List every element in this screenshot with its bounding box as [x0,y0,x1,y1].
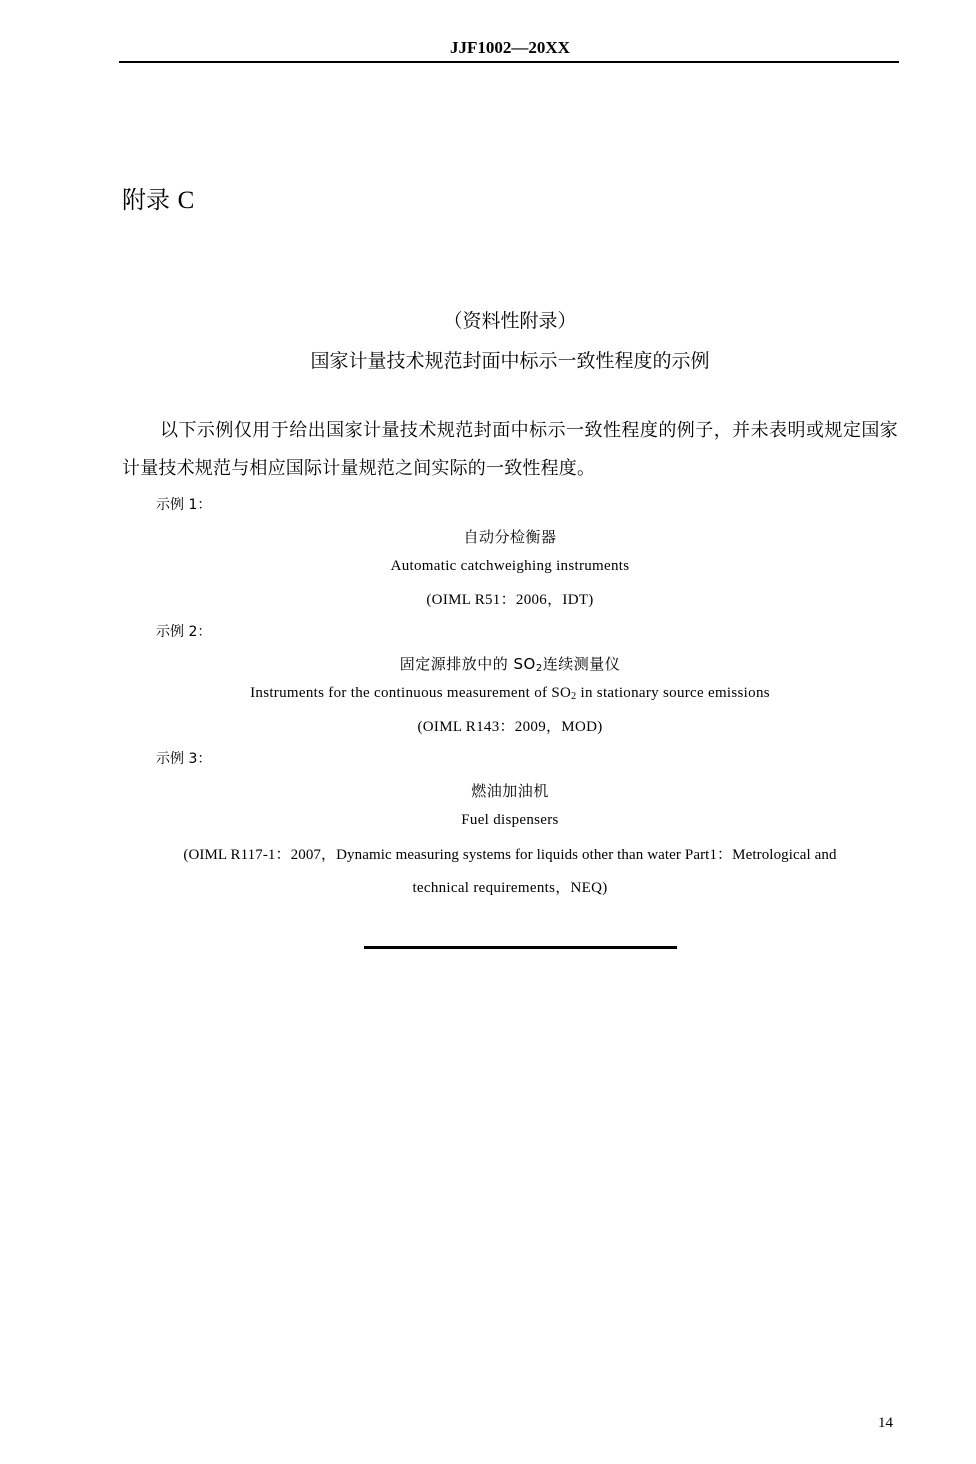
example-3-name-en: Fuel dispensers [461,812,559,828]
example-1-name-cn: 自动分检衡器 [463,528,557,546]
page-number: 14 [878,1415,893,1431]
intro-paragraph: 以下示例仅用于给出国家计量技术规范封面中标示一致性程度的例子，并未表明或规定国家计量技术规范与相应国际计量规范之间实际的一致性程度。 [122,420,898,479]
end-rule [364,946,677,949]
example-3-label: 示例 3： [156,751,212,767]
example-2-name-en-subscript: 2 [571,691,577,702]
example-2-name-en-prefix: Instruments for the continuous measurement of SO [250,685,572,701]
appendix-main-title: 国家计量技术规范封面中标示一致性程度的示例 [310,350,710,372]
example-2-name-cn-suffix: 连续测量仪 [542,655,621,673]
appendix-title-cn: 附录 [122,186,170,214]
example-2-label: 示例 2： [156,624,212,640]
appendix-title [122,180,194,215]
header-rule [119,61,899,63]
example-2-name-en-suffix: in stationary source emissions [576,685,770,701]
example-2-name-cn [0,653,976,674]
example-1-reference: (OIML R51：2006，IDT) [426,592,594,608]
example-2-reference: (OIML R143：2009，MOD) [417,719,603,735]
example-1-name-en: Automatic catchweighing instruments [390,558,630,574]
example-3-reference-line-1: (OIML R117-1：2007，Dynamic measuring systems for liquids other than water Part1：Metrological and [183,847,837,863]
appendix-title-letter: C [177,187,195,214]
example-3-reference-line-2: technical requirements，NEQ) [412,880,608,896]
example-2-name-cn-subscript: 2 [535,663,543,674]
example-3-name-cn: 燃油加油机 [471,782,549,800]
example-2-name-en [0,685,976,702]
example-2-name-cn-prefix: 固定源排放中的 SO [399,655,536,673]
example-1-label: 示例 1： [156,497,212,513]
document-code: JJF1002—20XX [450,38,570,57]
appendix-type-label: （资料性附录） [443,310,577,332]
